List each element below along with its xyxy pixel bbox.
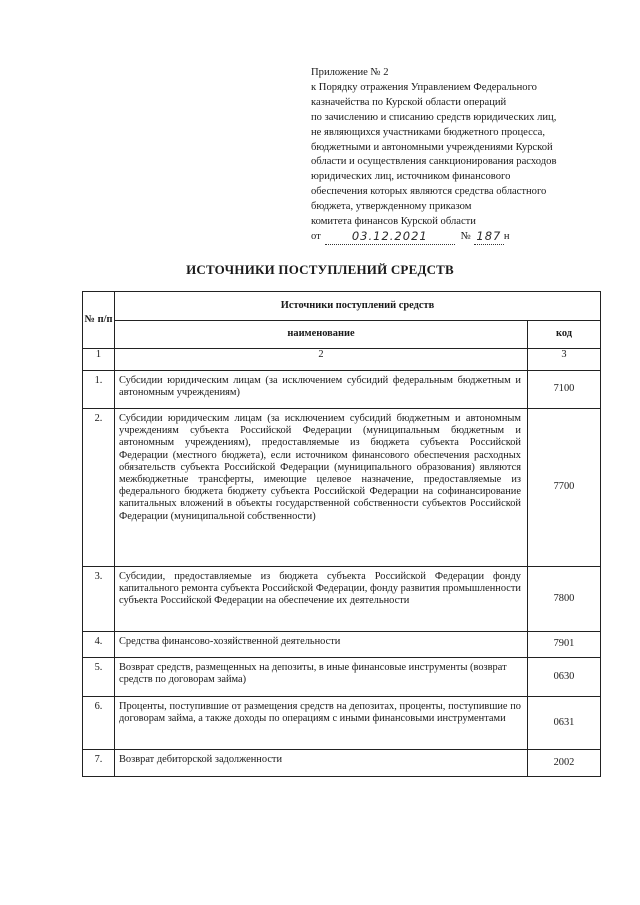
table-header-row xyxy=(83,292,601,321)
row-name: Субсидии, предоставляемые из бюджета субъекта Российской Федерации фонду капитального ремонта субъекта Российской Федерации, фонду развития промышленности субъекта Российской Федерации на обеспечение их деятельности xyxy=(115,567,528,632)
handwritten-date: 03.12.2021 xyxy=(351,228,428,243)
column-index-row xyxy=(83,349,601,371)
handwritten-number: 187 xyxy=(476,228,502,243)
column-index: 3 xyxy=(527,349,600,371)
table-row xyxy=(83,697,601,750)
row-code: 7100 xyxy=(527,371,600,409)
appendix-line: по зачислению и списанию средств юридических лиц, xyxy=(311,111,557,123)
table-row xyxy=(83,632,601,658)
column-header-number: № п/п xyxy=(83,292,115,349)
table-subheader-row xyxy=(83,321,601,349)
row-code: 0631 xyxy=(527,697,600,750)
table-row xyxy=(83,371,601,409)
column-header-group: Источники поступлений средств xyxy=(115,292,601,321)
appendix-line: к Порядку отражения Управлением Федерального xyxy=(311,81,537,93)
order-date-number-line xyxy=(311,230,601,245)
appendix-line: не являющихся участниками бюджетного процесса, xyxy=(311,126,546,138)
row-name: Субсидии юридическим лицам (за исключением субсидий федеральным бюджетным и автономным учреждениям) xyxy=(115,371,528,409)
table-row xyxy=(83,750,601,777)
appendix-line: бюджетными и автономными учреждениями Курской xyxy=(311,141,553,153)
row-number: 6. xyxy=(83,697,115,750)
table-row xyxy=(83,658,601,697)
appendix-header xyxy=(311,66,601,245)
row-name: Средства финансово-хозяйственной деятельности xyxy=(115,632,528,658)
number-field xyxy=(474,228,504,245)
row-number: 7. xyxy=(83,750,115,777)
row-number: 4. xyxy=(83,632,115,658)
appendix-line: казначейства по Курской области операций xyxy=(311,96,507,108)
column-header-code: код xyxy=(527,321,600,349)
appendix-line: юридических лиц, источником финансового xyxy=(311,171,511,183)
appendix-line: области и осуществления санкционирования расходов xyxy=(311,156,557,168)
row-code: 2002 xyxy=(527,750,600,777)
row-code: 7901 xyxy=(527,632,600,658)
row-number: 2. xyxy=(83,409,115,567)
row-code: 0630 xyxy=(527,658,600,697)
row-name: Возврат дебиторской задолженности xyxy=(115,750,528,777)
column-header-name: наименование xyxy=(115,321,528,349)
column-index: 2 xyxy=(115,349,528,371)
row-code: 7700 xyxy=(527,409,600,567)
appendix-line: обеспечения которых являются средства областного xyxy=(311,186,547,198)
row-name: Проценты, поступившие от размещения средств на депозитах, проценты, поступившие по договорам займа, а также доходы по операциям с иными финансовыми инструментами xyxy=(115,697,528,750)
row-number: 5. xyxy=(83,658,115,697)
appendix-line: бюджета, утвержденному приказом xyxy=(311,201,472,213)
row-name: Возврат средств, размещенных на депозиты, в иные финансовые инструменты (возврат средств по договорам займа) xyxy=(115,658,528,697)
appendix-line: Приложение № 2 xyxy=(311,67,389,78)
page-title: ИСТОЧНИКИ ПОСТУПЛЕНИЙ СРЕДСТВ xyxy=(186,262,454,277)
column-index: 1 xyxy=(83,349,115,371)
row-name: Субсидии юридическим лицам (за исключением субсидий бюджетным и автономным учреждениям субъекта Российской Федерации (муниципальным бюджетным и автономным учреждениям), предоставляемые из бюджета субъекта Российской Федерации (местного бюджета), если источником финансового обеспечения расходных обязательств субъекта Российской Федерации (муниципального образования) являются межбюджетные трансферты, имеющие целевое назначение, предоставляемые из федерального бюджета бюджету субъекта Российской Федерации на софинансирование капитальных вложений в объекты государственной собственности субъектов Российской Федерации (муниципальной собственности) xyxy=(115,409,528,567)
number-prefix: № xyxy=(460,230,471,242)
sources-table xyxy=(82,291,601,777)
date-prefix: от xyxy=(311,230,321,242)
table-row xyxy=(83,409,601,567)
number-suffix: н xyxy=(503,230,510,242)
appendix-line: комитета финансов Курской области xyxy=(311,216,476,228)
row-number: 3. xyxy=(83,567,115,632)
table-row xyxy=(83,567,601,632)
row-code: 7800 xyxy=(527,567,600,632)
row-number: 1. xyxy=(83,371,115,409)
date-field xyxy=(325,228,455,245)
